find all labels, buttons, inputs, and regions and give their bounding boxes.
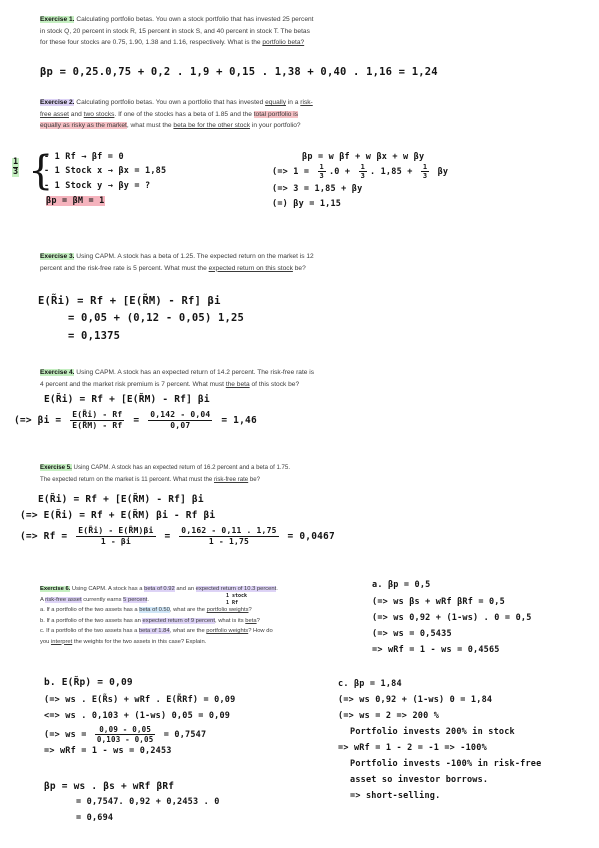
ex2-frac3-num: 1 bbox=[422, 163, 428, 171]
exercise-4-question bbox=[40, 367, 380, 390]
ex4-frac2-den: 0,07 bbox=[170, 421, 191, 430]
ex4-l2b: = 1,46 bbox=[221, 415, 257, 426]
ex5-risk-free-rate: risk-free rate bbox=[213, 475, 249, 483]
ex6-qc-ul: portfolio weights bbox=[206, 628, 249, 634]
exercise-2-question bbox=[40, 97, 380, 132]
ex2-frac3-den: 3 bbox=[422, 172, 428, 180]
ex6-b6: βp = ws . βs + wRf βRf bbox=[44, 781, 175, 792]
ex2-beta-other-stock: beta be for the other stock bbox=[173, 122, 251, 129]
ex6-qc-a: c. If a portfolio of the two assets has a bbox=[40, 628, 139, 634]
ex4-l2a: (=> βi = bbox=[14, 415, 68, 426]
ex2-brace: { bbox=[28, 148, 54, 194]
ex2-l4: βp = βM = 1 bbox=[46, 196, 105, 206]
ex6-a5: => wRf = 1 - ws = 0,4565 bbox=[372, 645, 500, 655]
ex6-line2c: . bbox=[147, 596, 149, 603]
ex2-two-stocks: two stocks bbox=[83, 110, 115, 118]
ex4-line1 bbox=[40, 367, 380, 379]
ex6-qb-b: , what is its bbox=[215, 617, 246, 624]
ex6-a2: (=> ws βs + wRf βRf = 0,5 bbox=[372, 597, 505, 607]
ex6-qa bbox=[40, 605, 370, 616]
ex6-b4a: (=> ws = bbox=[44, 730, 92, 740]
ex5-line2-text: The expected return on the market is 11 percent. What must the bbox=[40, 475, 214, 483]
ex2-line2 bbox=[40, 109, 380, 121]
ex2-side-num: 1 bbox=[13, 157, 19, 167]
ex1-line2: in stock Q, 20 percent in stock R, 15 percent in stock S, and 40 percent in stock T. The betas bbox=[40, 27, 310, 35]
ex6-a1: a. βp = 0,5 bbox=[372, 580, 431, 590]
ex6-qc-highlight: beta of 1.84 bbox=[138, 628, 170, 634]
ex6-b5: => wRf = 1 - ws = 0,2453 bbox=[44, 746, 172, 756]
ex5-l3a: (=> Rf = bbox=[20, 531, 74, 542]
ex6-qc2-a: you bbox=[40, 638, 51, 645]
ex2-r2d: βy bbox=[432, 167, 449, 177]
ex3-l3: = 0,1375 bbox=[68, 330, 121, 342]
ex4-l1: E(R̃i) = Rf + [E(R̃M) - Rf] βi bbox=[44, 394, 210, 405]
ex4-l2: (=> βi = $\frac{E(R̃i) - Rf}{E(R̃M) - Rf}$ = $\frac{0,142 - 0,04}{0,07}$ = 1,46 bbox=[14, 410, 257, 430]
ex2-line3-end: in your portfolio? bbox=[250, 122, 301, 129]
ex2-r2a: (=> 1 = bbox=[272, 167, 315, 177]
ex2-frac-3 bbox=[421, 163, 429, 180]
ex6-b8: = 0,694 bbox=[76, 813, 114, 823]
ex6-b2: (=> ws . E(R̃s) + wRf . E(R̃Rf) = 0,09 bbox=[44, 695, 236, 705]
ex6-c4: Portfolio invests 200% in stock bbox=[350, 727, 515, 737]
ex3-expected-return: expected return on this stock bbox=[208, 264, 293, 272]
ex6-b4-frac bbox=[95, 725, 156, 744]
ex2-text-b: in a bbox=[286, 99, 301, 106]
ex2-l3: - 1 Stock y → βy = ? bbox=[44, 181, 151, 191]
ex5-text: Using CAPM. A stock has an expected return of 16.2 percent and a beta of 1.75. bbox=[71, 464, 291, 471]
ex6-line2 bbox=[40, 595, 370, 606]
ex4-the-beta: the beta bbox=[225, 380, 250, 388]
ex6-text-c: . bbox=[276, 586, 278, 592]
ex2-frac2-num: 1 bbox=[360, 163, 365, 171]
ex6-note-rf: 1 Rf bbox=[226, 600, 239, 606]
ex1-line3 bbox=[40, 37, 380, 49]
ex6-line2a: A bbox=[40, 596, 46, 603]
ex3-line2-end: be? bbox=[292, 264, 306, 272]
ex6-qc2-ul: interpret bbox=[50, 638, 73, 645]
ex6-qc2 bbox=[40, 637, 370, 648]
ex6-c8: => short-selling. bbox=[350, 791, 441, 801]
ex2-r2b: .0 + bbox=[328, 167, 356, 177]
ex5-frac1-den: 1 - βi bbox=[100, 537, 131, 546]
ex6-b1: b. E(R̃p) = 0,09 bbox=[44, 677, 133, 688]
ex2-r2c: . 1,85 + bbox=[369, 167, 418, 177]
ex2-side-den: 3 bbox=[13, 167, 19, 177]
ex2-r3: (=> 3 = 1,85 + βy bbox=[272, 184, 363, 194]
ex4-frac1-den: E(R̃M) - Rf bbox=[72, 421, 123, 430]
ex1-title: Calculating portfolio betas. bbox=[76, 16, 155, 23]
ex6-line1 bbox=[40, 584, 370, 595]
ex6-b4-num: 0,09 - 0,05 bbox=[95, 725, 156, 735]
ex6-c1: c. βp = 1,84 bbox=[338, 679, 402, 689]
ex6-qc-b: , what are the bbox=[169, 628, 207, 634]
ex6-qa-b: , what are the bbox=[169, 607, 207, 613]
ex2-risky-market: equally as risky as the market bbox=[40, 122, 127, 129]
ex6-qb-ul: beta bbox=[245, 617, 257, 624]
ex5-frac-2 bbox=[179, 526, 278, 547]
ex2-line3 bbox=[40, 120, 380, 132]
ex5-l3b: = 0,0467 bbox=[287, 531, 335, 542]
ex2-frac2-den: 3 bbox=[360, 172, 365, 180]
ex6-c7: asset so investor borrows. bbox=[350, 775, 489, 785]
ex5-l3: (=> Rf = $\frac{E(R̃i) - E(R̃M)\beta i}{1 - \beta i}$ = $\frac{0,162 - 0,11 . 1,75}{1 - 1,75}$ = 0,0467 bbox=[20, 526, 335, 546]
ex3-text: Using CAPM. A stock has a beta of 1.25. The expected return on the market is 12 bbox=[74, 253, 314, 260]
ex2-r2 bbox=[272, 163, 448, 180]
ex4-line2-end: of this stock be? bbox=[249, 380, 300, 388]
ex3-l2: = 0,05 + (0,12 - 0,05) 1,25 bbox=[68, 312, 245, 324]
ex6-qb bbox=[40, 616, 370, 627]
ex1-answer: βp = 0,25.0,75 + 0,2 . 1,9 + 0,15 . 1,38 + 0,40 . 1,16 = 1,24 bbox=[40, 66, 438, 78]
ex6-pct-highlight: 5 percent bbox=[123, 596, 148, 603]
ex6-note-stock: 1 stock bbox=[226, 593, 248, 599]
ex4-label: Exercise 4. bbox=[40, 369, 75, 376]
ex6-qb-a: b. If a portfolio of the two assets has an bbox=[40, 617, 143, 624]
ex6-c2: (=> ws 0,92 + (1-ws) 0 = 1,84 bbox=[338, 695, 493, 705]
ex4-frac-1 bbox=[70, 410, 124, 431]
ex3-line2-text: percent and the risk-free rate is 5 percent. What must the bbox=[40, 264, 209, 272]
ex4-frac2-num: 0,142 - 0,04 bbox=[150, 410, 211, 419]
ex6-label: Exercise 6. bbox=[40, 586, 71, 592]
ex3-label: Exercise 3. bbox=[40, 253, 75, 260]
ex6-qb-c: ? bbox=[256, 617, 260, 624]
ex5-line2 bbox=[40, 474, 380, 486]
exercise-5-question bbox=[40, 462, 380, 485]
ex1-portfolio-beta-underline: portfolio beta? bbox=[262, 39, 305, 46]
ex4-frac-2 bbox=[148, 410, 212, 431]
ex6-a4: (=> ws = 0,5435 bbox=[372, 629, 452, 639]
ex2-label: Exercise 2. bbox=[40, 99, 75, 106]
ex6-c6: Portfolio invests -100% in risk-free bbox=[350, 759, 542, 769]
ex6-text-b: and an bbox=[174, 586, 196, 592]
ex6-text: Using CAPM. A stock has a bbox=[70, 586, 145, 592]
ex6-qc-c: ? How do bbox=[248, 628, 273, 634]
ex2-line2-text: . If one of the stocks has a beta of 1.85 and the bbox=[114, 110, 254, 118]
ex2-r1: βp = w βf + w βx + w βy bbox=[302, 152, 425, 162]
ex4-text: Using CAPM. A stock has an expected return of 14.2 percent. The risk-free rate is bbox=[74, 369, 315, 376]
ex2-text: Calculating portfolio betas. You own a portfolio that has invested bbox=[74, 99, 266, 106]
ex2-line3-text: , what must the bbox=[126, 122, 174, 129]
ex6-qa-c: ? bbox=[248, 607, 252, 613]
ex3-line1 bbox=[40, 251, 380, 263]
ex2-frac-2 bbox=[359, 163, 367, 180]
ex6-qa-a: a. If a portfolio of the two assets has a bbox=[40, 607, 140, 613]
ex2-l1: - 1 Rf → βf = 0 bbox=[44, 152, 124, 162]
ex6-line2b: currently earns bbox=[81, 596, 124, 603]
ex2-equally: equally bbox=[265, 99, 286, 106]
ex6-b4 bbox=[44, 725, 206, 744]
ex6-qc bbox=[40, 626, 370, 637]
ex2-riskfree: risk- bbox=[300, 99, 313, 106]
ex2-side-fraction bbox=[12, 158, 19, 177]
ex2-and: and bbox=[68, 110, 84, 118]
ex5-line2-end: be? bbox=[248, 475, 261, 483]
ex2-frac1-den: 3 bbox=[319, 172, 324, 180]
exercise-6-question bbox=[40, 584, 370, 647]
ex2-frac1-num: 1 bbox=[319, 163, 324, 171]
ex5-label: Exercise 5. bbox=[40, 464, 72, 471]
ex2-r4: (=) βy = 1,15 bbox=[272, 199, 342, 209]
ex5-frac2-den: 1 - 1,75 bbox=[208, 537, 250, 546]
ex1-text: You own a stock portfolio that has invested 25 percent bbox=[154, 16, 314, 23]
ex4-line2-text: 4 percent and the market risk premium is 7 percent. What must bbox=[40, 380, 226, 388]
ex6-qa-highlight: beta of 0.50 bbox=[139, 607, 170, 613]
ex6-beta-highlight: beta of 0.92 bbox=[144, 586, 175, 592]
ex3-l1: E(R̃i) = Rf + [E(R̃M) - Rf] βi bbox=[38, 295, 221, 307]
ex6-c5: => wRf = 1 - 2 = -1 => -100% bbox=[338, 743, 487, 753]
ex6-qb-highlight: expected return of 9 percent bbox=[142, 617, 215, 624]
ex6-er-highlight: expected return of 10.3 percent bbox=[195, 586, 277, 592]
ex1-label: Exercise 1. bbox=[40, 16, 75, 23]
ex2-l2: - 1 Stock x → βx = 1,85 bbox=[44, 166, 167, 176]
ex2-line1 bbox=[40, 97, 380, 109]
exercise-3-question bbox=[40, 251, 380, 274]
ex4-line2 bbox=[40, 379, 380, 391]
ex2-total-portfolio: total portfolio is bbox=[253, 110, 299, 118]
ex5-frac2-num: 0,162 - 0,11 . 1,75 bbox=[181, 526, 277, 535]
ex6-a3: (=> ws 0,92 + (1-ws) . 0 = 0,5 bbox=[372, 613, 532, 623]
ex4-frac1-num: E(R̃i) - Rf bbox=[72, 410, 123, 419]
ex2-frac-1 bbox=[318, 163, 326, 180]
ex6-c3: (=> ws = 2 => 200 % bbox=[338, 711, 440, 721]
ex6-b4b: = 0,7547 bbox=[163, 730, 207, 740]
ex5-l1: E(R̃i) = Rf + [E(R̃M) - Rf] βi bbox=[38, 494, 204, 505]
ex1-line1 bbox=[40, 14, 380, 26]
ex1-line3-text: for these four stocks are 0.75, 1.90, 1.38 and 1.16, respectively. What is the bbox=[40, 39, 263, 46]
ex6-b4-den: 0,103 - 0,05 bbox=[96, 735, 154, 744]
ex3-line2 bbox=[40, 263, 380, 275]
exercise-1-question bbox=[40, 14, 380, 49]
ex5-line1 bbox=[40, 462, 380, 474]
ex6-b3: <=> ws . 0,103 + (1-ws) 0,05 = 0,09 bbox=[44, 711, 231, 721]
ex6-b7: = 0,7547. 0,92 + 0,2453 . 0 bbox=[76, 797, 220, 807]
ex6-qc2-b: the weights for the two assets in this case? Explain. bbox=[72, 638, 207, 645]
ex6-qa-ul: portfolio weights bbox=[206, 607, 249, 613]
ex5-frac1-num: E(R̃i) - E(R̃M)βi bbox=[78, 526, 154, 535]
ex5-l2: (=> E(R̃i) = Rf + E(R̃M) βi - Rf βi bbox=[20, 510, 216, 521]
ex6-rf-highlight: risk-free asset bbox=[45, 596, 82, 603]
ex5-frac-1 bbox=[76, 526, 155, 547]
ex2-free-asset: free asset bbox=[40, 110, 69, 118]
